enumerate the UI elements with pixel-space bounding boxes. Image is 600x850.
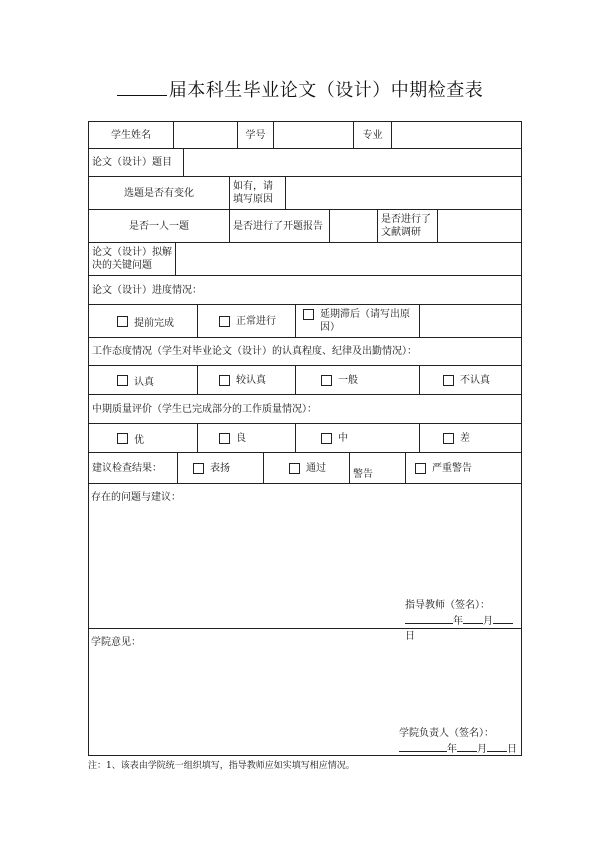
checkbox-icon[interactable] (117, 316, 128, 327)
quality-label: 中期质量评价（学生已完成部分的工作质量情况）： (92, 403, 317, 415)
checkbox-icon[interactable] (415, 463, 426, 474)
checks-row (88, 210, 522, 243)
checkbox-icon[interactable] (117, 433, 128, 444)
college-section (88, 629, 522, 756)
issues-section (88, 484, 522, 642)
result-option-praise[interactable]: 表扬 (177, 453, 263, 483)
attitude-option-serious[interactable]: 认真 (117, 366, 154, 394)
checkbox-icon[interactable] (219, 433, 230, 444)
result-option-pass[interactable]: 通过 (263, 453, 349, 483)
progress-label: 论文（设计）进度情况： (92, 284, 202, 296)
year-blank[interactable] (399, 741, 447, 752)
student-id-field[interactable] (273, 122, 353, 148)
checkbox-icon[interactable] (321, 433, 332, 444)
cohort-year-blank[interactable] (117, 81, 167, 96)
literature-review-field[interactable] (437, 210, 522, 242)
student-info-row (88, 121, 522, 149)
quality-heading-row (88, 395, 522, 424)
quality-option-good[interactable]: 良 (197, 424, 295, 452)
literature-review-label: 是否进行了文献调研 (377, 210, 437, 242)
key-problem-field[interactable] (175, 243, 522, 275)
student-name-field[interactable] (173, 122, 237, 148)
progress-option-ahead[interactable]: 提前完成 (117, 305, 174, 337)
progress-delay-reason-field[interactable] (419, 305, 522, 337)
attitude-heading-row (88, 338, 522, 366)
key-problem-label: 论文（设计）拟解决的关键问题 (92, 247, 172, 271)
proposal-report-label: 是否进行了开题报告 (229, 210, 329, 242)
topic-changed-label: 选题是否有变化 (124, 187, 194, 199)
result-row (88, 453, 522, 484)
checkbox-icon[interactable] (117, 375, 128, 386)
attitude-option-not-serious[interactable]: 不认真 (419, 366, 522, 394)
quality-option-poor[interactable]: 差 (419, 424, 522, 452)
progress-option-normal[interactable]: 正常进行 (197, 305, 295, 337)
quality-options-row (88, 424, 522, 453)
footnote: 注：1、该表由学院统一组织填写，指导教师应如实填写相应情况。 (88, 761, 355, 771)
reason-field[interactable] (285, 177, 522, 209)
topic-label: 论文（设计）题目 (92, 157, 172, 168)
result-label: 建议检查结果： (92, 462, 162, 474)
topic-row (88, 149, 522, 177)
student-id-label: 学号 (237, 122, 273, 148)
checkbox-icon[interactable] (193, 463, 204, 474)
checkbox-icon[interactable] (289, 463, 300, 474)
checkbox-icon[interactable] (219, 316, 230, 327)
supervisor-date[interactable]: 年 月日 (405, 612, 521, 642)
issues-label: 存在的问题与建议： (91, 492, 181, 503)
checkbox-icon[interactable] (303, 309, 314, 320)
checkbox-icon[interactable] (219, 375, 230, 386)
major-label: 专业 (353, 122, 391, 148)
college-date[interactable]: 年 月 日 (399, 740, 517, 755)
progress-heading-row (88, 276, 522, 305)
attitude-label: 工作态度情况（学生对毕业论文（设计）的认真程度、纪律及出勤情况）： (92, 346, 417, 357)
supervisor-signature-label: 指导教师（签名）： (405, 600, 490, 611)
quality-option-medium[interactable]: 中 (295, 424, 419, 452)
result-option-warning[interactable]: 警告 (349, 453, 405, 483)
day-blank[interactable] (493, 613, 513, 624)
attitude-option-fairly-serious[interactable]: 较认真 (197, 366, 295, 394)
reason-label: 如有，请填写原因 (229, 177, 285, 209)
one-person-one-topic-label: 是否一人一题 (129, 220, 189, 232)
month-blank[interactable] (463, 613, 483, 624)
progress-option-delayed[interactable]: 延期滞后（请写出原因） (295, 305, 419, 337)
day-blank[interactable] (487, 741, 507, 752)
form-title (0, 76, 600, 102)
key-problem-row (88, 243, 522, 276)
result-option-serious-warning[interactable]: 严重警告 (405, 453, 522, 483)
attitude-option-average[interactable]: 一般 (295, 366, 419, 394)
year-blank[interactable] (405, 613, 453, 624)
checkbox-icon[interactable] (443, 433, 454, 444)
progress-options-row (88, 305, 522, 338)
major-field[interactable] (391, 122, 522, 148)
topic-change-row (88, 177, 522, 210)
college-signature-label: 学院负责人（签名）： (399, 728, 494, 739)
attitude-options-row (88, 366, 522, 395)
form-title-text: 届本科生毕业论文（设计）中期检查表 (168, 80, 484, 101)
topic-field[interactable] (183, 149, 522, 176)
college-opinion-label: 学院意见： (91, 637, 141, 648)
student-name-label: 学生姓名 (111, 129, 151, 141)
quality-option-excellent[interactable]: 优 (117, 424, 144, 452)
checkbox-icon[interactable] (443, 375, 454, 386)
month-blank[interactable] (457, 741, 477, 752)
proposal-report-field[interactable] (329, 210, 377, 242)
checkbox-icon[interactable] (321, 375, 332, 386)
